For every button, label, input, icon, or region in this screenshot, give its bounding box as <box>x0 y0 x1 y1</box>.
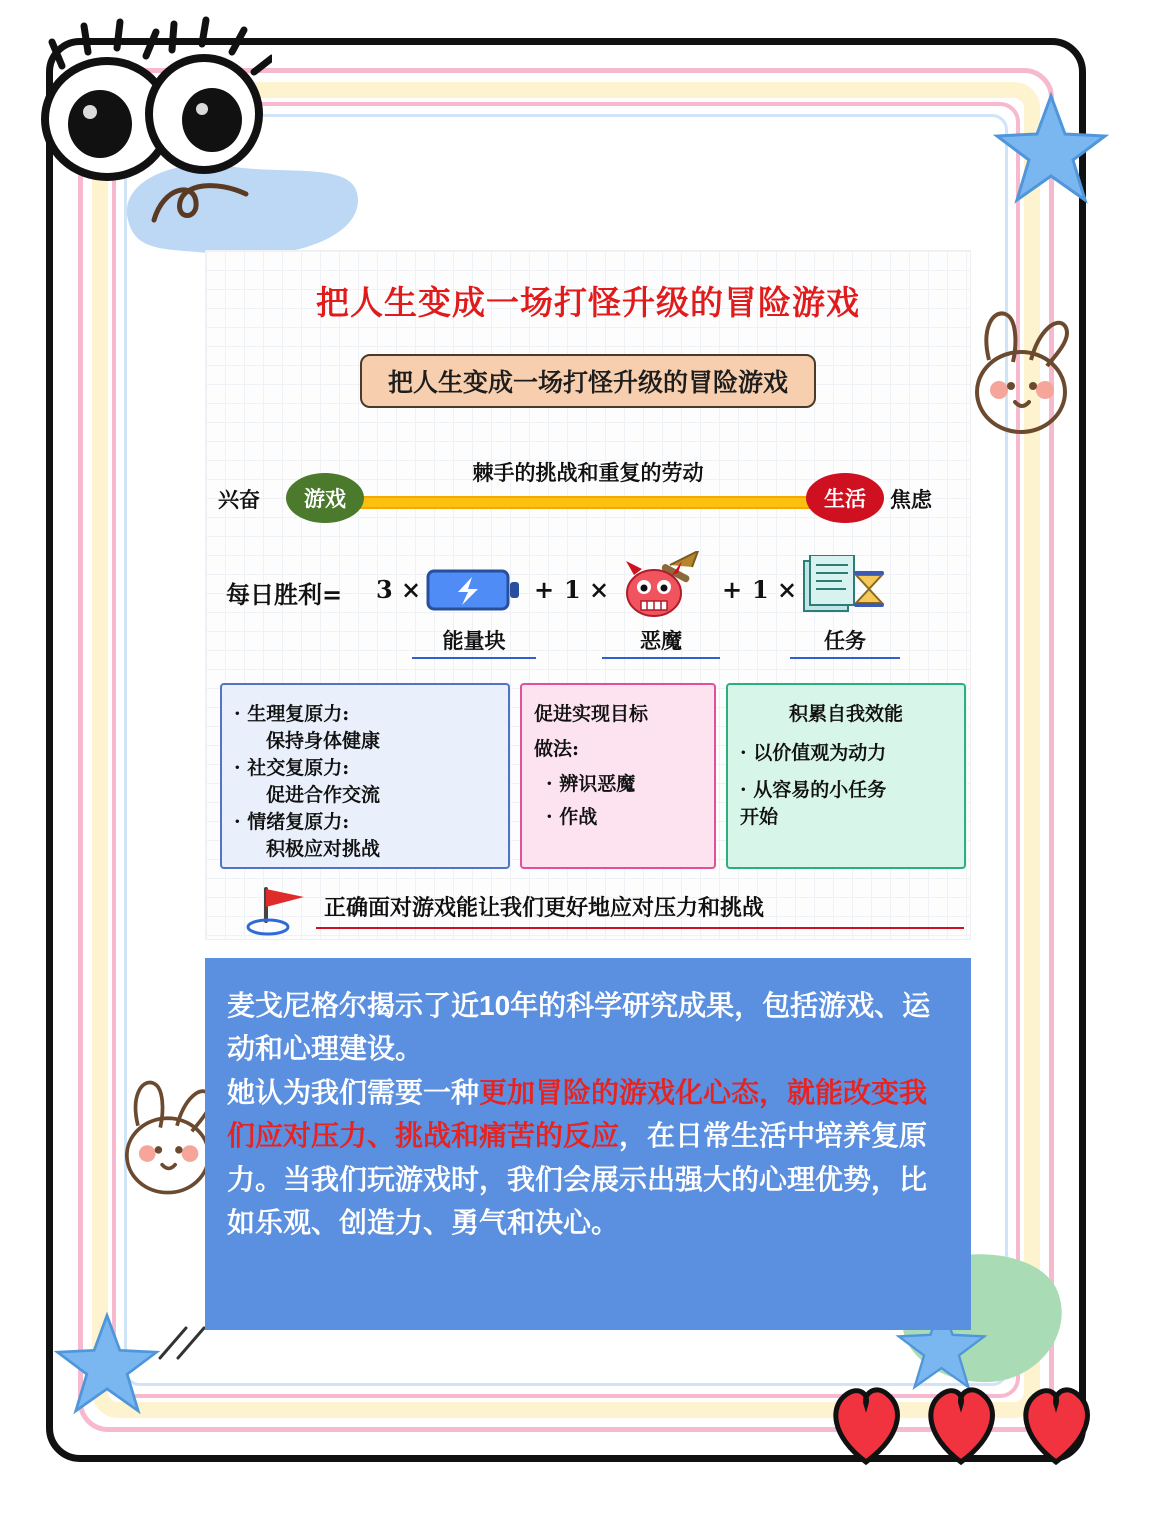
efficacy-line-3: · 从容易的小任务 <box>740 778 887 801</box>
efficacy-line-4: 开始 <box>740 805 779 828</box>
resilience-line-3: · 社交复原力: <box>234 756 350 779</box>
note-paragraph-2 <box>227 1071 949 1245</box>
efficacy-line-2: · 以价值观为动力 <box>740 741 887 764</box>
quest-icon <box>798 555 890 624</box>
spectrum-left-word: 兴奋 <box>218 487 260 512</box>
devil-icon <box>612 551 710 622</box>
goal-line-1: 促进实现目标 <box>534 703 649 725</box>
goal-line-2: 做法: <box>534 737 580 760</box>
infographic-badge-title: 把人生变成一场打怪升级的冒险游戏 <box>360 354 816 408</box>
note-paragraph-2-highlight: 更加冒险的游戏化心态，就能改变我们应对压力、挑战和痛苦的反应 <box>227 1076 928 1152</box>
red-flag-icon <box>238 883 318 944</box>
formula-lead: 每日胜利= <box>226 580 343 609</box>
daily-victory-formula <box>216 551 962 651</box>
infographic-panel <box>205 250 971 940</box>
goal-line-4: · 作战 <box>546 805 598 828</box>
spectrum-caption: 棘手的挑战和重复的劳动 <box>472 460 704 485</box>
note-card <box>205 958 971 1330</box>
formula-plus-1: + <box>534 575 555 604</box>
footer-text: 正确面对游戏能让我们更好地应对压力和挑战 <box>324 895 765 921</box>
battery-icon <box>426 565 522 620</box>
spectrum-life-circle: 生活 <box>806 473 884 523</box>
goal-line-3: · 辨识恶魔 <box>546 772 636 795</box>
formula-plus-2: + <box>722 575 743 604</box>
efficacy-line-1: 积累自我效能 <box>788 703 903 725</box>
spectrum-right-word: 焦虑 <box>890 487 932 512</box>
goal-box <box>520 683 716 869</box>
note-paragraph-1: 麦戈尼格尔揭示了近10年的科学研究成果，包括游戏、运动和心理建设。 <box>227 990 931 1065</box>
spectrum-game-circle: 游戏 <box>286 473 364 523</box>
resilience-line-4: 促进合作交流 <box>266 783 381 806</box>
note-paragraph-2-post: ，在日常生活中培养复原力。当我们玩游戏时，我们会展示出强大的心理优势，比如乐观、创造力、勇气和决心。 <box>227 1120 928 1238</box>
formula-coef-3: 1 × <box>752 575 798 604</box>
spectrum-bar <box>358 496 820 509</box>
resilience-line-1: · 生理复原力: <box>234 703 350 725</box>
page-title: 把人生变成一场打怪升级的冒险游戏 <box>316 284 860 321</box>
note-paragraph-2-pre: 她认为我们需要一种 <box>227 1076 480 1108</box>
formula-label-energy: 能量块 <box>412 625 536 659</box>
resilience-line-5: · 情绪复原力: <box>234 810 350 833</box>
resilience-line-2: 保持身体健康 <box>266 729 381 752</box>
footer-rule <box>316 927 964 929</box>
resilience-line-6: 积极应对挑战 <box>266 837 381 860</box>
formula-label-quest: 任务 <box>790 625 900 659</box>
formula-coef-1: 3 × <box>376 575 422 604</box>
formula-coef-2: 1 × <box>564 575 610 604</box>
resilience-box <box>220 683 510 869</box>
formula-label-devil: 恶魔 <box>602 625 720 659</box>
efficacy-box <box>726 683 966 869</box>
